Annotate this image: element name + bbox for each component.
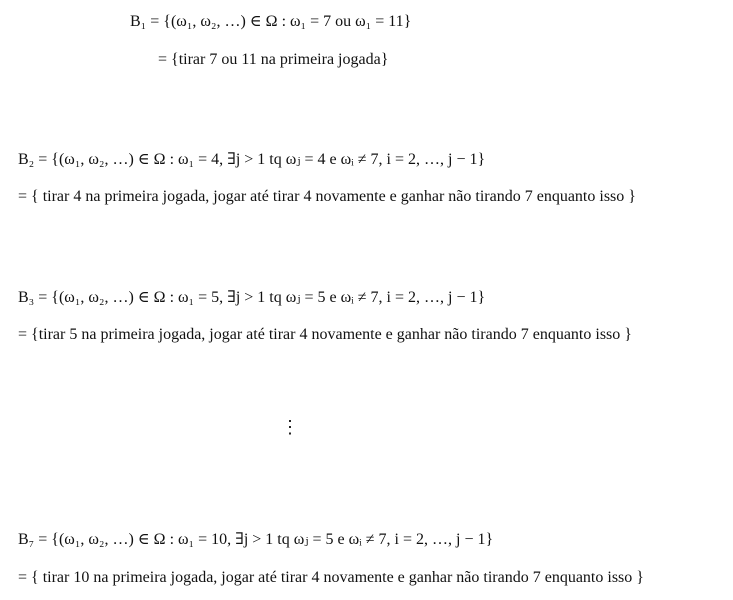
b3-description: = {tirar 5 na primeira jogada, jogar até tirar 4 novamente e ganhar não tirando 7 enquanto isso } <box>18 326 632 343</box>
b1-definition: B₁ = {(ω₁, ω₂, …) ∈ Ω : ω₁ = 7 ou ω₁ = 11} <box>130 13 412 30</box>
b7-definition: B₇ = {(ω₁, ω₂, …) ∈ Ω : ω₁ = 10, ∃j > 1 tq ωⱼ = 5 e ωᵢ ≠ 7, i = 2, …, j − 1} <box>18 531 494 548</box>
b2-description: = { tirar 4 na primeira jogada, jogar até tirar 4 novamente e ganhar não tirando 7 enquanto isso } <box>18 188 636 205</box>
b2-definition: B₂ = {(ω₁, ω₂, …) ∈ Ω : ω₁ = 4, ∃j > 1 tq ωⱼ = 4 e ωᵢ ≠ 7, i = 2, …, j − 1} <box>18 151 486 168</box>
b7-description: = { tirar 10 na primeira jogada, jogar até tirar 4 novamente e ganhar não tirando 7 enquanto isso } <box>18 569 644 586</box>
b1-description: = {tirar 7 ou 11 na primeira jogada} <box>158 51 389 68</box>
vertical-ellipsis: ⋮ <box>281 417 299 438</box>
b3-definition: B₃ = {(ω₁, ω₂, …) ∈ Ω : ω₁ = 5, ∃j > 1 tq ωⱼ = 5 e ωᵢ ≠ 7, i = 2, …, j − 1} <box>18 289 486 306</box>
